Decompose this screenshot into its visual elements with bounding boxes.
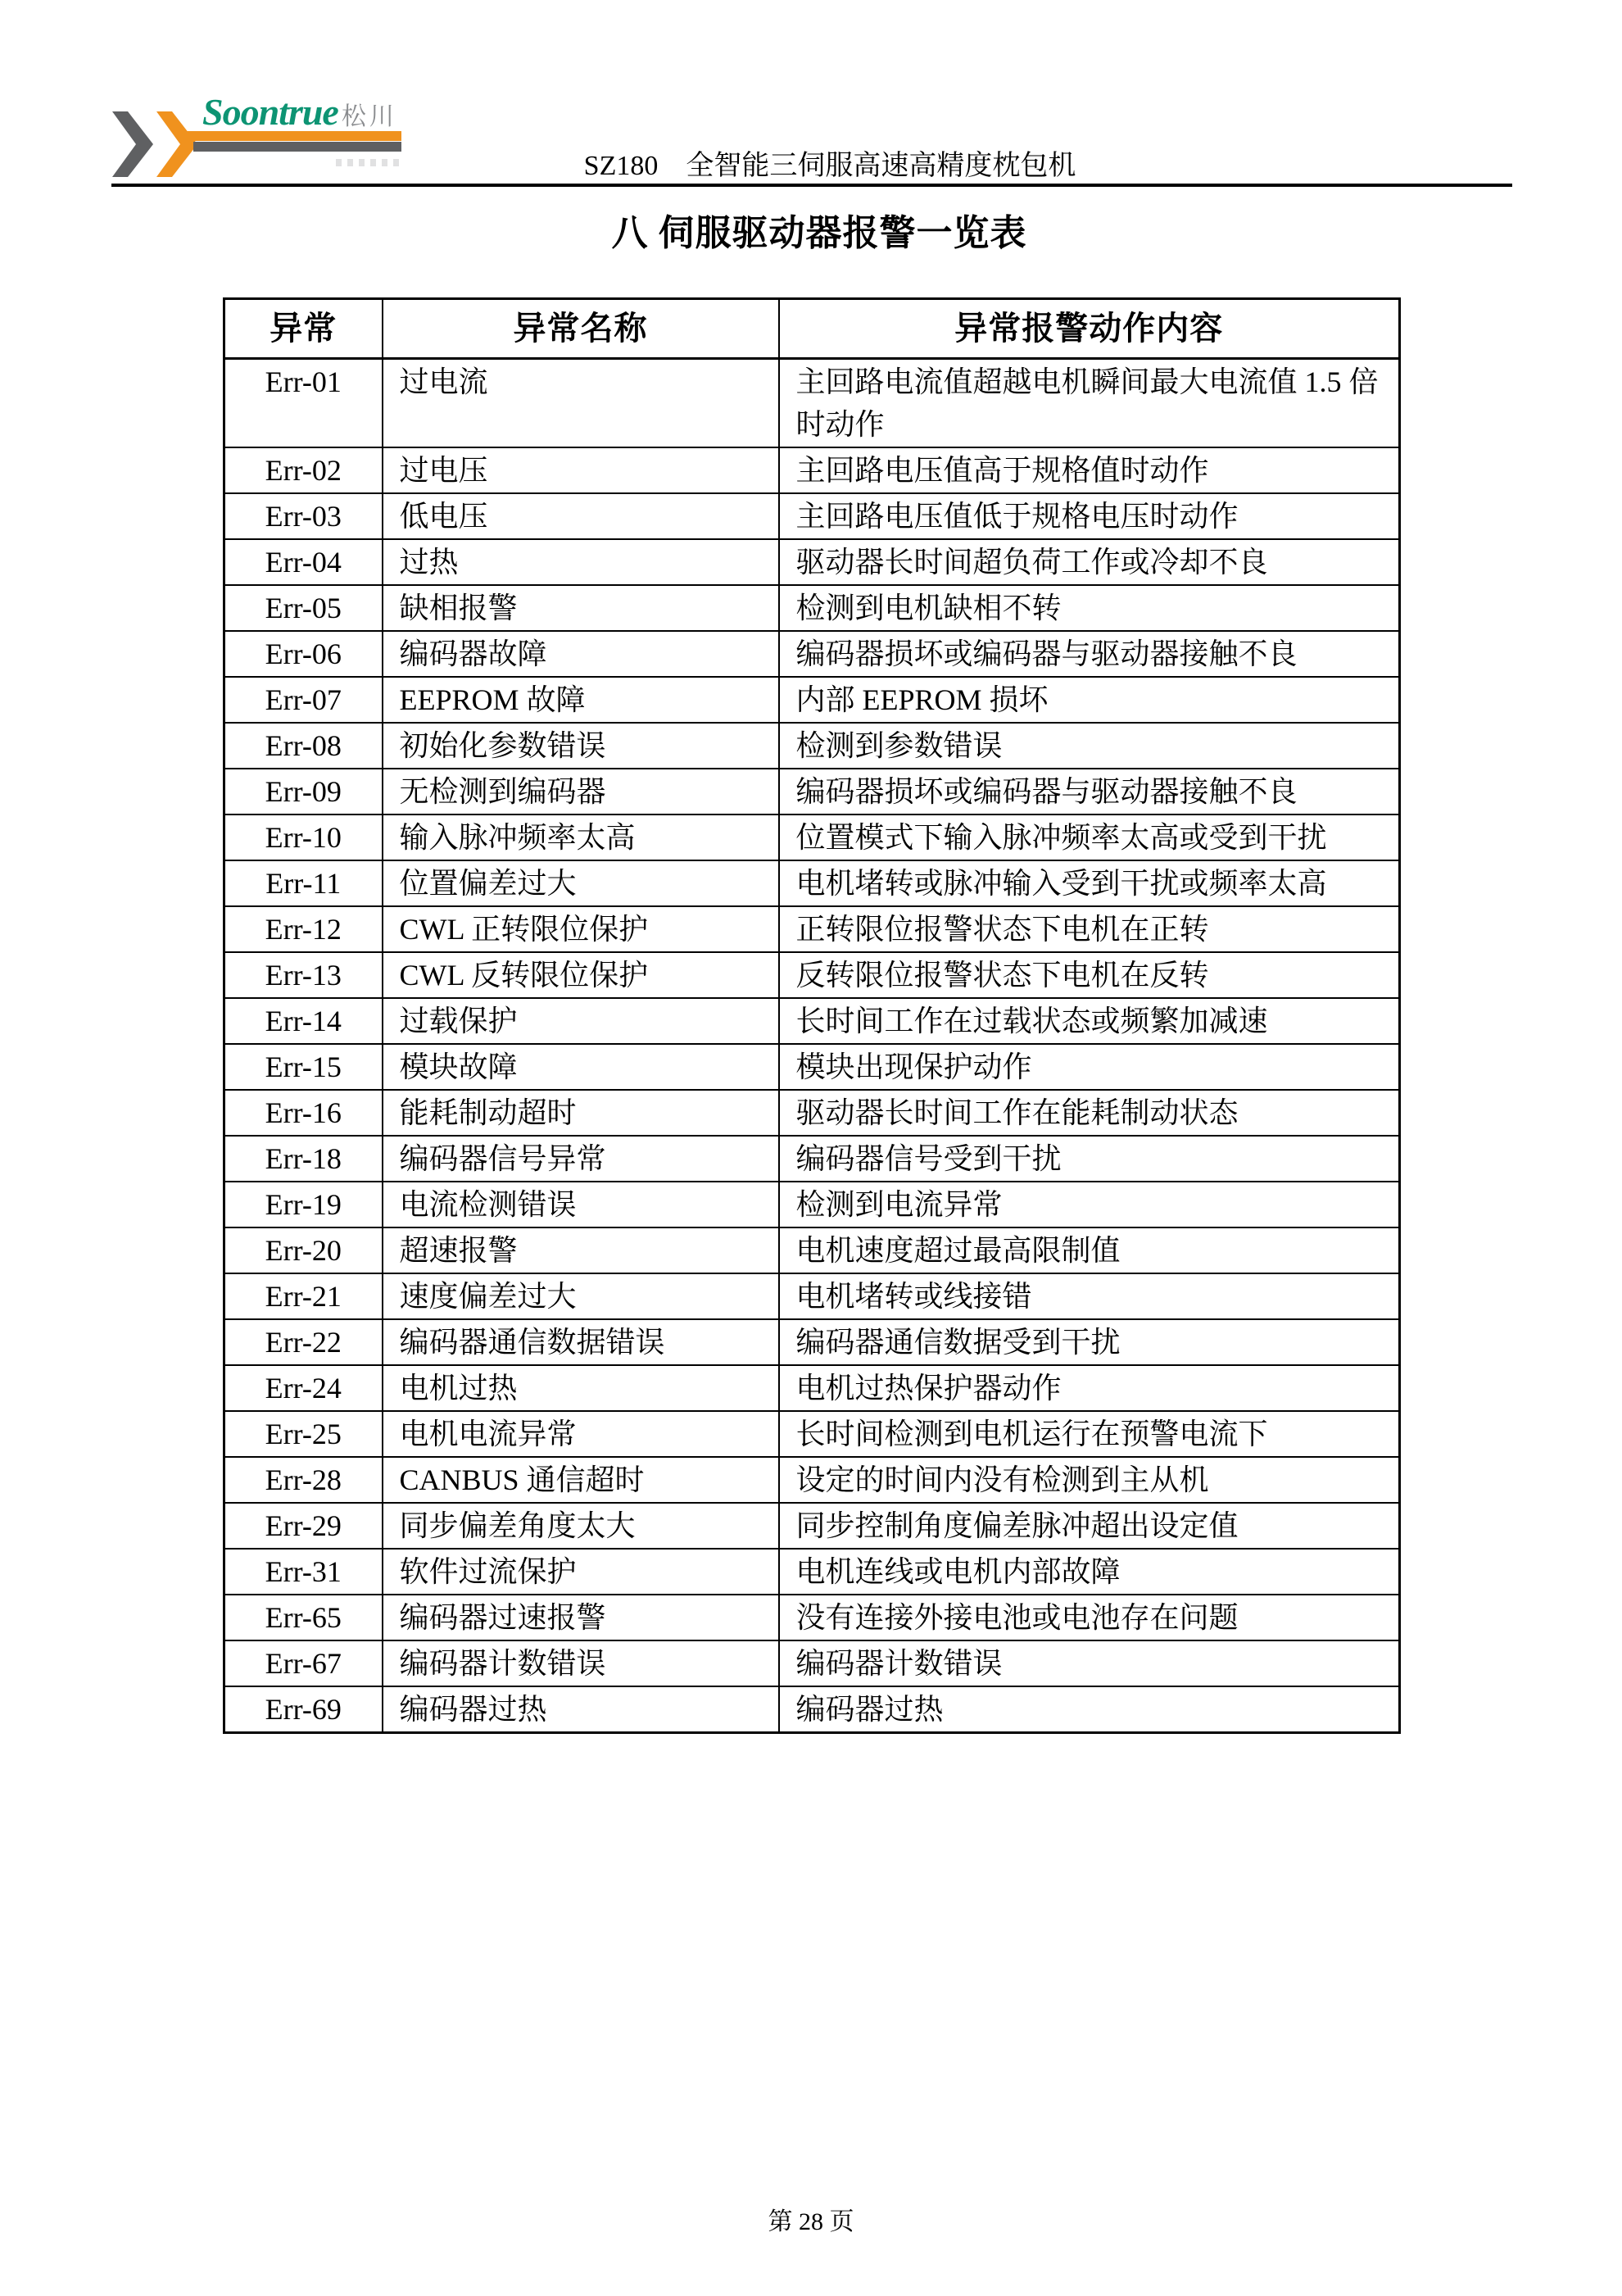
cell-desc: 编码器损坏或编码器与驱动器接触不良 <box>779 631 1400 677</box>
col-header-desc: 异常报警动作内容 <box>779 299 1400 359</box>
cell-code: Err-29 <box>224 1503 383 1549</box>
cell-code: Err-07 <box>224 677 383 723</box>
table-row <box>224 1365 1400 1411</box>
table-row <box>224 677 1400 723</box>
cell-name: 低电压 <box>383 493 779 539</box>
cell-desc: 主回路电压值低于规格电压时动作 <box>779 493 1400 539</box>
cell-code: Err-25 <box>224 1411 383 1457</box>
cell-code: Err-15 <box>224 1044 383 1090</box>
table-row <box>224 1549 1400 1595</box>
cell-name: 编码器计数错误 <box>383 1640 779 1686</box>
cell-desc: 检测到参数错误 <box>779 723 1400 769</box>
cell-desc: 模块出现保护动作 <box>779 1044 1400 1090</box>
cell-code: Err-06 <box>224 631 383 677</box>
cell-desc: 编码器计数错误 <box>779 1640 1400 1686</box>
cell-code: Err-18 <box>224 1136 383 1182</box>
cell-code: Err-11 <box>224 860 383 906</box>
alarm-table-body <box>224 359 1400 1733</box>
cell-code: Err-67 <box>224 1640 383 1686</box>
cell-desc: 检测到电流异常 <box>779 1182 1400 1227</box>
cell-name: 电流检测错误 <box>383 1182 779 1227</box>
table-row <box>224 952 1400 998</box>
brand-text <box>202 93 397 136</box>
table-row <box>224 359 1400 448</box>
cell-desc: 电机速度超过最高限制值 <box>779 1227 1400 1273</box>
cell-name: 同步偏差角度太大 <box>383 1503 779 1549</box>
brand-name-cjk: 松川 <box>341 103 397 130</box>
cell-name: 电机电流异常 <box>383 1411 779 1457</box>
cell-code: Err-14 <box>224 998 383 1044</box>
table-row <box>224 585 1400 631</box>
cell-code: Err-20 <box>224 1227 383 1273</box>
cell-desc: 编码器信号受到干扰 <box>779 1136 1400 1182</box>
table-row <box>224 769 1400 814</box>
cell-code: Err-28 <box>224 1457 383 1503</box>
cell-code: Err-24 <box>224 1365 383 1411</box>
cell-name: 初始化参数错误 <box>383 723 779 769</box>
cell-desc: 电机堵转或脉冲输入受到干扰或频率太高 <box>779 860 1400 906</box>
cell-name: 无检测到编码器 <box>383 769 779 814</box>
cell-name: 软件过流保护 <box>383 1549 779 1595</box>
cell-name: EEPROM 故障 <box>383 677 779 723</box>
cell-desc: 电机堵转或线接错 <box>779 1273 1400 1319</box>
brand-name: Soontrue <box>202 91 338 133</box>
table-row <box>224 1227 1400 1273</box>
table-row <box>224 1686 1400 1733</box>
cell-code: Err-04 <box>224 539 383 585</box>
table-row <box>224 1595 1400 1640</box>
cell-code: Err-31 <box>224 1549 383 1595</box>
table-row <box>224 998 1400 1044</box>
cell-code: Err-19 <box>224 1182 383 1227</box>
cell-code: Err-65 <box>224 1595 383 1640</box>
doc-header-title: SZ180 全智能三伺服高速高精度枕包机 <box>583 151 1076 181</box>
cell-desc: 主回路电压值高于规格值时动作 <box>779 447 1400 493</box>
cell-desc: 电机过热保护器动作 <box>779 1365 1400 1411</box>
cell-name: 缺相报警 <box>383 585 779 631</box>
cell-name: 电机过热 <box>383 1365 779 1411</box>
page-number: 第 28 页 <box>768 2208 854 2235</box>
cell-name: 速度偏差过大 <box>383 1273 779 1319</box>
table-row <box>224 631 1400 677</box>
table-row <box>224 814 1400 860</box>
cell-name: 输入脉冲频率太高 <box>383 814 779 860</box>
cell-name: 过热 <box>383 539 779 585</box>
header-rule <box>111 184 1512 187</box>
cell-name: 位置偏差过大 <box>383 860 779 906</box>
cell-name: 编码器故障 <box>383 631 779 677</box>
cell-code: Err-12 <box>224 906 383 952</box>
cell-name: 模块故障 <box>383 1044 779 1090</box>
cell-name: CWL 反转限位保护 <box>383 952 779 998</box>
cell-desc: 反转限位报警状态下电机在反转 <box>779 952 1400 998</box>
cell-desc: 长时间工作在过载状态或频繁加减速 <box>779 998 1400 1044</box>
cell-code: Err-21 <box>224 1273 383 1319</box>
table-row <box>224 1503 1400 1549</box>
cell-code: Err-08 <box>224 723 383 769</box>
cell-code: Err-03 <box>224 493 383 539</box>
cell-desc: 长时间检测到电机运行在预警电流下 <box>779 1411 1400 1457</box>
cell-name: CWL 正转限位保护 <box>383 906 779 952</box>
cell-desc: 编码器过热 <box>779 1686 1400 1733</box>
table-row <box>224 723 1400 769</box>
table-header-row <box>224 299 1400 359</box>
cell-code: Err-01 <box>224 359 383 448</box>
table-row <box>224 1273 1400 1319</box>
cell-code: Err-02 <box>224 447 383 493</box>
cell-desc: 同步控制角度偏差脉冲超出设定值 <box>779 1503 1400 1549</box>
col-header-name: 异常名称 <box>383 299 779 359</box>
col-header-code: 异常 <box>224 299 383 359</box>
cell-name: 超速报警 <box>383 1227 779 1273</box>
table-row <box>224 860 1400 906</box>
table-row <box>224 539 1400 585</box>
cell-name: 能耗制动超时 <box>383 1090 779 1136</box>
table-row <box>224 1136 1400 1182</box>
cell-desc: 驱动器长时间工作在能耗制动状态 <box>779 1090 1400 1136</box>
table-row <box>224 1090 1400 1136</box>
cell-desc: 检测到电机缺相不转 <box>779 585 1400 631</box>
cell-name: 编码器过速报警 <box>383 1595 779 1640</box>
cell-name: 过载保护 <box>383 998 779 1044</box>
cell-name: CANBUS 通信超时 <box>383 1457 779 1503</box>
cell-name: 编码器过热 <box>383 1686 779 1733</box>
cell-desc: 编码器通信数据受到干扰 <box>779 1319 1400 1365</box>
cell-desc: 位置模式下输入脉冲频率太高或受到干扰 <box>779 814 1400 860</box>
cell-name: 编码器通信数据错误 <box>383 1319 779 1365</box>
cell-desc: 正转限位报警状态下电机在正转 <box>779 906 1400 952</box>
cell-name: 过电流 <box>383 359 779 448</box>
cell-name: 过电压 <box>383 447 779 493</box>
cell-code: Err-69 <box>224 1686 383 1733</box>
cell-desc: 电机连线或电机内部故障 <box>779 1549 1400 1595</box>
cell-code: Err-13 <box>224 952 383 998</box>
table-row <box>224 1457 1400 1503</box>
cell-desc: 设定的时间内没有检测到主从机 <box>779 1457 1400 1503</box>
cell-code: Err-10 <box>224 814 383 860</box>
table-row <box>224 493 1400 539</box>
table-row <box>224 906 1400 952</box>
table-row <box>224 1044 1400 1090</box>
table-row <box>224 1182 1400 1227</box>
cell-desc: 编码器损坏或编码器与驱动器接触不良 <box>779 769 1400 814</box>
cell-code: Err-05 <box>224 585 383 631</box>
page-title: 八 伺服驱动器报警一览表 <box>611 213 1027 253</box>
cell-code: Err-09 <box>224 769 383 814</box>
table-row <box>224 447 1400 493</box>
alarm-table <box>223 297 1401 1734</box>
cell-name: 编码器信号异常 <box>383 1136 779 1182</box>
cell-code: Err-22 <box>224 1319 383 1365</box>
table-row <box>224 1640 1400 1686</box>
cell-desc: 内部 EEPROM 损坏 <box>779 677 1400 723</box>
cell-desc: 驱动器长时间超负荷工作或冷却不良 <box>779 539 1400 585</box>
table-row <box>224 1411 1400 1457</box>
cell-desc: 主回路电流值超越电机瞬间最大电流值 1.5 倍时动作 <box>779 359 1400 448</box>
cell-desc: 没有连接外接电池或电池存在问题 <box>779 1595 1400 1640</box>
table-row <box>224 1319 1400 1365</box>
cell-code: Err-16 <box>224 1090 383 1136</box>
